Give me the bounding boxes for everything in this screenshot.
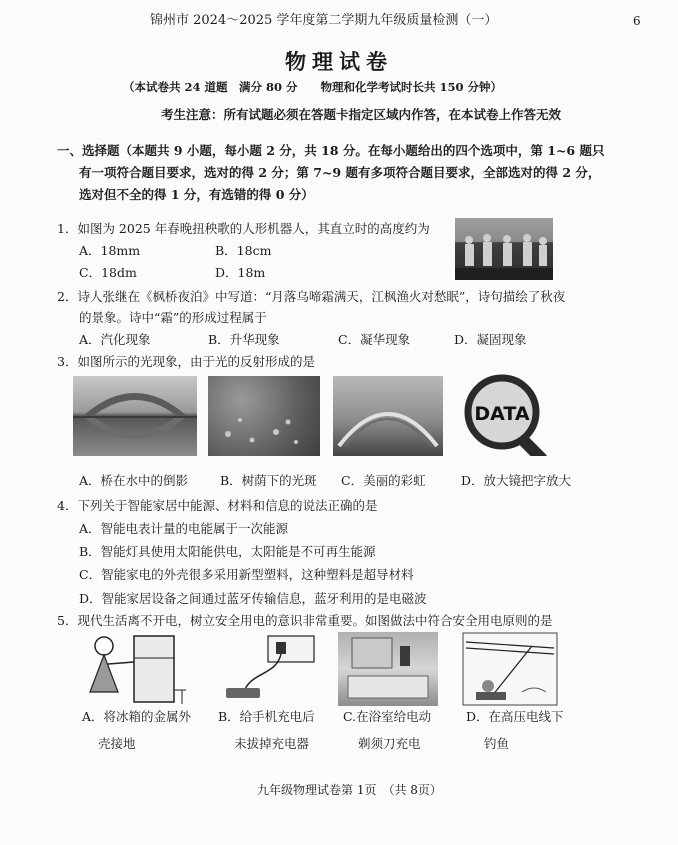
page-title: 物理试卷 [285, 49, 393, 74]
tree-shade-light-spots-photo [208, 376, 320, 456]
question-5-stem: 5．现代生活离不开电，树立安全用电的意识非常重要。如图做法中符合安全用电原则的是 [57, 613, 553, 628]
q5-option-a: A．将冰箱的金属外 [82, 709, 192, 724]
q5-option-d-line2: 钓鱼 [484, 736, 510, 751]
q1-option-a: A．18mm [79, 243, 141, 258]
q5-option-a-line2: 壳接地 [98, 736, 136, 751]
q2-option-b: B．升华现象 [208, 332, 280, 347]
section-heading-line3: 选对但不全的得 1 分，有选错的得 0 分） [79, 187, 314, 202]
robot-dance-photo [455, 218, 553, 280]
q1-option-c: C．18dm [79, 265, 137, 280]
fishing-under-power-line-picture [462, 632, 558, 706]
q5-option-b: B．给手机充电后 [218, 709, 315, 724]
page-tag: 6 [633, 14, 641, 28]
magnifier-data-text: DATA [474, 403, 530, 425]
magnifier-data-picture [460, 372, 560, 456]
section-heading: 一、选择题（本题共 9 小题，每小题 2 分，共 18 分。在每小题给出的四个选项中，第 1~6 题只 [57, 143, 605, 158]
q2-option-c: C．凝华现象 [338, 332, 411, 347]
page-footer: 九年级物理试卷第 1页 （共 8页） [257, 783, 442, 797]
question-2-stem: 2．诗人张继在《枫桥夜泊》中写道：“月落乌啼霜满天，江枫渔火对愁眠”，诗句描绘了秋夜 [57, 289, 566, 304]
question-2-stem-line2: 的景象。诗中“霜”的形成过程属于 [79, 310, 267, 325]
q5-option-c-line2: 剃须刀充电 [358, 736, 421, 751]
q4-option-d: D．智能家居设备之间通过蓝牙传输信息，蓝牙利用的是电磁波 [79, 591, 427, 606]
q5-option-d: D．在高压电线下 [466, 709, 564, 724]
bathroom-shaver-photo [338, 632, 438, 706]
section-heading-line2: 有一项符合题目要求，选对的得 2 分；第 7~9 题有多项符合题目要求，全部选对的得 2 分， [79, 165, 601, 180]
fridge-grounding-picture [74, 632, 192, 706]
phone-charger-picture [216, 632, 320, 706]
q2-option-d: D．凝固现象 [454, 332, 527, 347]
q3-option-b: B．树荫下的光斑 [220, 473, 317, 488]
q2-option-a: A．汽化现象 [79, 332, 151, 347]
q4-option-a: A．智能电表计量的电能属于一次能源 [79, 521, 289, 536]
q5-option-b-line2: 未拔掉充电器 [234, 736, 310, 751]
q3-option-c: C．美丽的彩虹 [341, 473, 426, 488]
q5-option-c: C.在浴室给电动 [343, 709, 432, 724]
question-3-stem: 3．如图所示的光现象，由于光的反射形成的是 [57, 354, 315, 369]
exam-notice: 考生注意：所有试题必须在答题卡指定区域内作答，在本试卷上作答无效 [161, 107, 562, 122]
question-1-stem: 1．如图为 2025 年春晚扭秧歌的人形机器人，其直立时的高度约为 [57, 221, 430, 236]
bridge-reflection-photo [73, 376, 197, 456]
q1-option-b: B．18cm [215, 243, 272, 258]
q4-option-b: B．智能灯具使用太阳能供电，太阳能是不可再生能源 [79, 544, 376, 559]
q1-option-d: D．18m [215, 265, 266, 280]
question-4-stem: 4．下列关于智能家居中能源、材料和信息的说法正确的是 [57, 498, 378, 513]
q4-option-c: C．智能家电的外壳很多采用新型塑料，这种塑料是超导材料 [79, 567, 414, 582]
q3-option-a: A．桥在水中的倒影 [79, 473, 189, 488]
exam-header: 锦州市 2024～2025 学年度第二学期九年级质量检测（一） [150, 13, 498, 28]
q3-option-d: D．放大镜把字放大 [461, 473, 572, 488]
rainbow-photo [333, 376, 443, 456]
exam-info-line: （本试卷共 24 道题 满分 80 分 物理和化学考试时长共 150 分钟） [123, 80, 503, 94]
